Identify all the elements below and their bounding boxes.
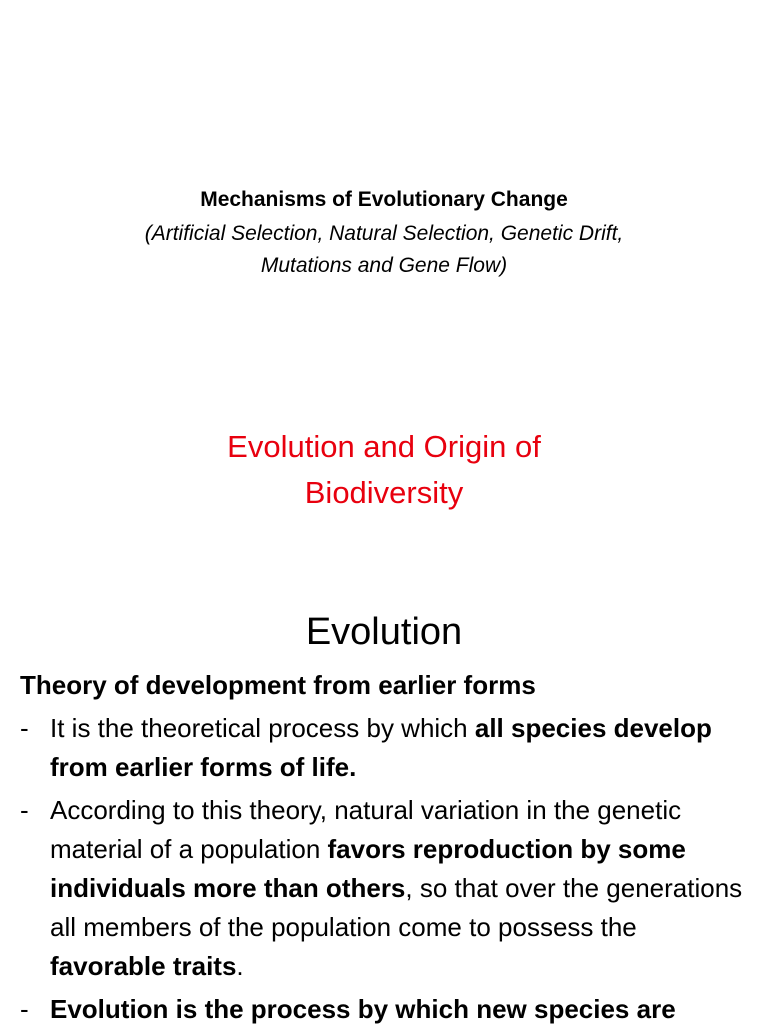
bullet2-text-2: , so that over the generations all members of the population come to possess the bbox=[50, 873, 743, 942]
slide2-title bbox=[84, 424, 684, 516]
slide3-body bbox=[20, 666, 750, 1024]
bullet-marker: - bbox=[20, 795, 29, 825]
bullet2-bold-2: favorable traits bbox=[50, 951, 237, 981]
bullet-item-3 bbox=[20, 990, 750, 1024]
slide1-subtitle-line1: (Artificial Selection, Natural Selection, Genetic Drift, bbox=[144, 222, 624, 245]
bullet1-text: It is the theoretical process by which bbox=[50, 713, 475, 743]
slide3-heading: Theory of development from earlier forms bbox=[20, 670, 536, 700]
bullet2-text-3: . bbox=[236, 951, 244, 981]
bullet-item-2 bbox=[20, 791, 750, 986]
bullet2-text-1: According to this theory, natural variation in the genetic material of a population bbox=[50, 795, 682, 864]
bullet-item-1 bbox=[20, 709, 750, 787]
slide2-title-line1: Evolution and Origin of bbox=[227, 429, 541, 464]
slide1-subtitle-line2: Mutations and Gene Flow) bbox=[260, 254, 508, 277]
bullet-marker: - bbox=[20, 713, 29, 743]
bullet3-bold: Evolution is the process by which new species are bbox=[50, 994, 676, 1024]
slide1-subtitle bbox=[84, 218, 684, 282]
slide2-title-line2: Biodiversity bbox=[304, 475, 464, 510]
bullet-marker: - bbox=[20, 994, 29, 1024]
slide3-title: Evolution bbox=[305, 611, 463, 653]
bullet2-bold-1: favors reproduction by some individuals more than others bbox=[50, 834, 686, 903]
bullet1-bold: all species develop from earlier forms of life. bbox=[50, 713, 712, 782]
slide1-title: Mechanisms of Evolutionary Change bbox=[200, 188, 568, 211]
